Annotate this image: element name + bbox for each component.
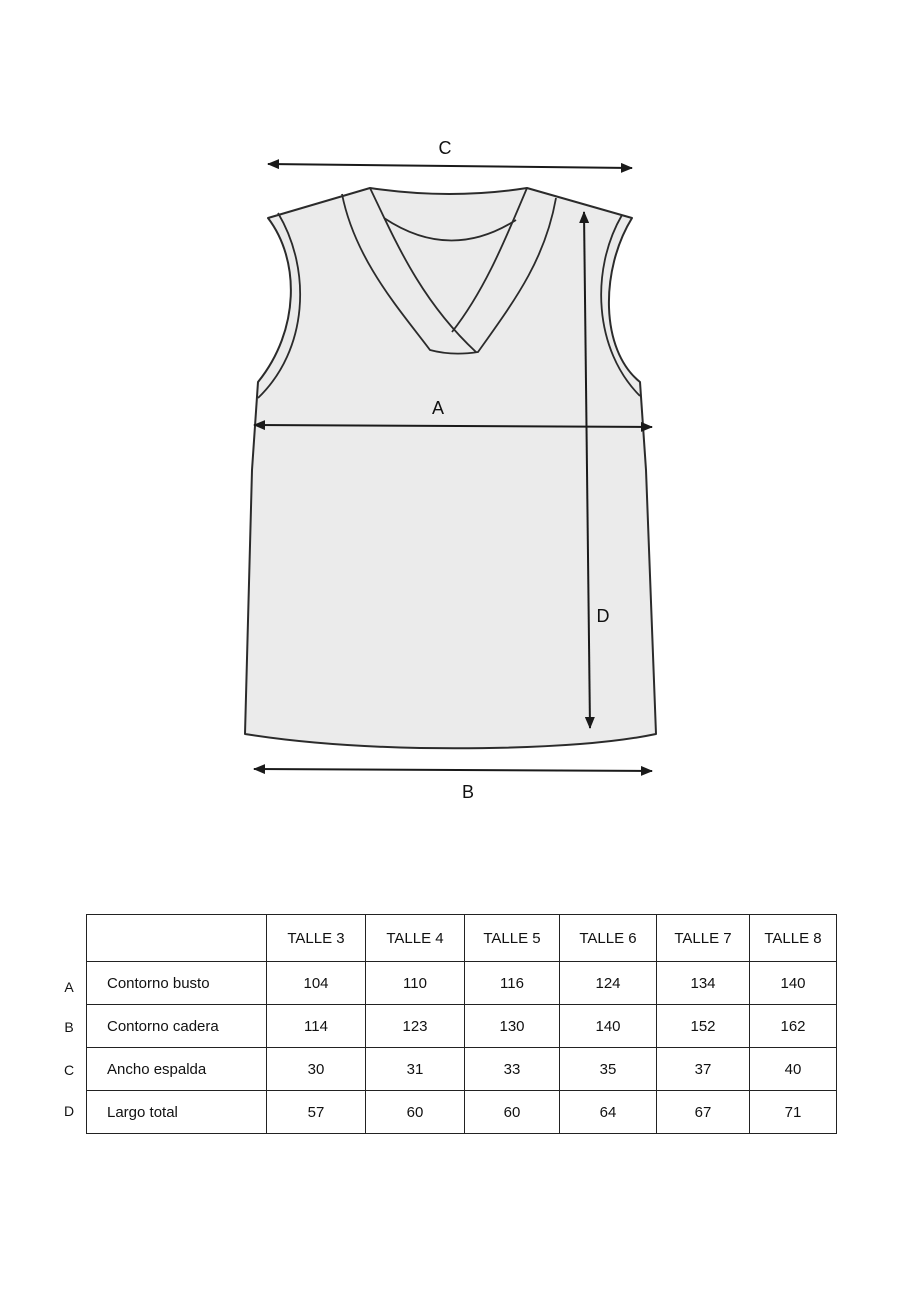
table-row [87,962,837,1005]
table-header-row [87,915,837,962]
table-cell: 30 [267,1048,366,1091]
row-label: Largo total [87,1091,267,1134]
row-letter-b: B [64,1019,74,1035]
table-row [87,1048,837,1091]
row-letter-c: C [63,1062,75,1078]
row-label: Contorno busto [87,962,267,1005]
b-dimension-arrow [254,769,652,771]
table-row [87,1091,837,1134]
table-cell: 67 [657,1091,750,1134]
table-cell: 33 [465,1048,560,1091]
header-cell: TALLE 8 [750,915,837,962]
table-cell: 162 [750,1005,837,1048]
table-cell: 140 [560,1005,657,1048]
table-cell: 71 [750,1091,837,1134]
table-cell: 60 [366,1091,465,1134]
table-cell: 114 [267,1005,366,1048]
table-cell: 64 [560,1091,657,1134]
row-letter-d: D [63,1103,75,1119]
table-cell: 40 [750,1048,837,1091]
table-cell: 60 [465,1091,560,1134]
table-cell: 123 [366,1005,465,1048]
header-cell-empty [87,915,267,962]
table-cell: 31 [366,1048,465,1091]
c-dimension-label: C [438,138,452,158]
header-cell: TALLE 3 [267,915,366,962]
size-chart-table [86,914,837,1134]
table-cell: 134 [657,962,750,1005]
row-label: Ancho espalda [87,1048,267,1091]
table-row [87,1005,837,1048]
table-cell: 124 [560,962,657,1005]
table-cell: 110 [366,962,465,1005]
header-cell: TALLE 5 [465,915,560,962]
table-cell: 152 [657,1005,750,1048]
table-cell: 35 [560,1048,657,1091]
row-label: Contorno cadera [87,1005,267,1048]
row-letter-a: A [64,979,74,995]
table-cell: 130 [465,1005,560,1048]
table-cell: 140 [750,962,837,1005]
header-cell: TALLE 7 [657,915,750,962]
c-dimension-arrow [268,164,632,168]
header-cell: TALLE 4 [366,915,465,962]
header-cell: TALLE 6 [560,915,657,962]
table-cell: 116 [465,962,560,1005]
table-cell: 104 [267,962,366,1005]
vest-body-outline [245,188,656,748]
table-cell: 57 [267,1091,366,1134]
d-dimension-label: D [596,606,610,626]
a-dimension-label: A [431,398,445,418]
table-cell: 37 [657,1048,750,1091]
b-dimension-label: B [461,782,475,802]
